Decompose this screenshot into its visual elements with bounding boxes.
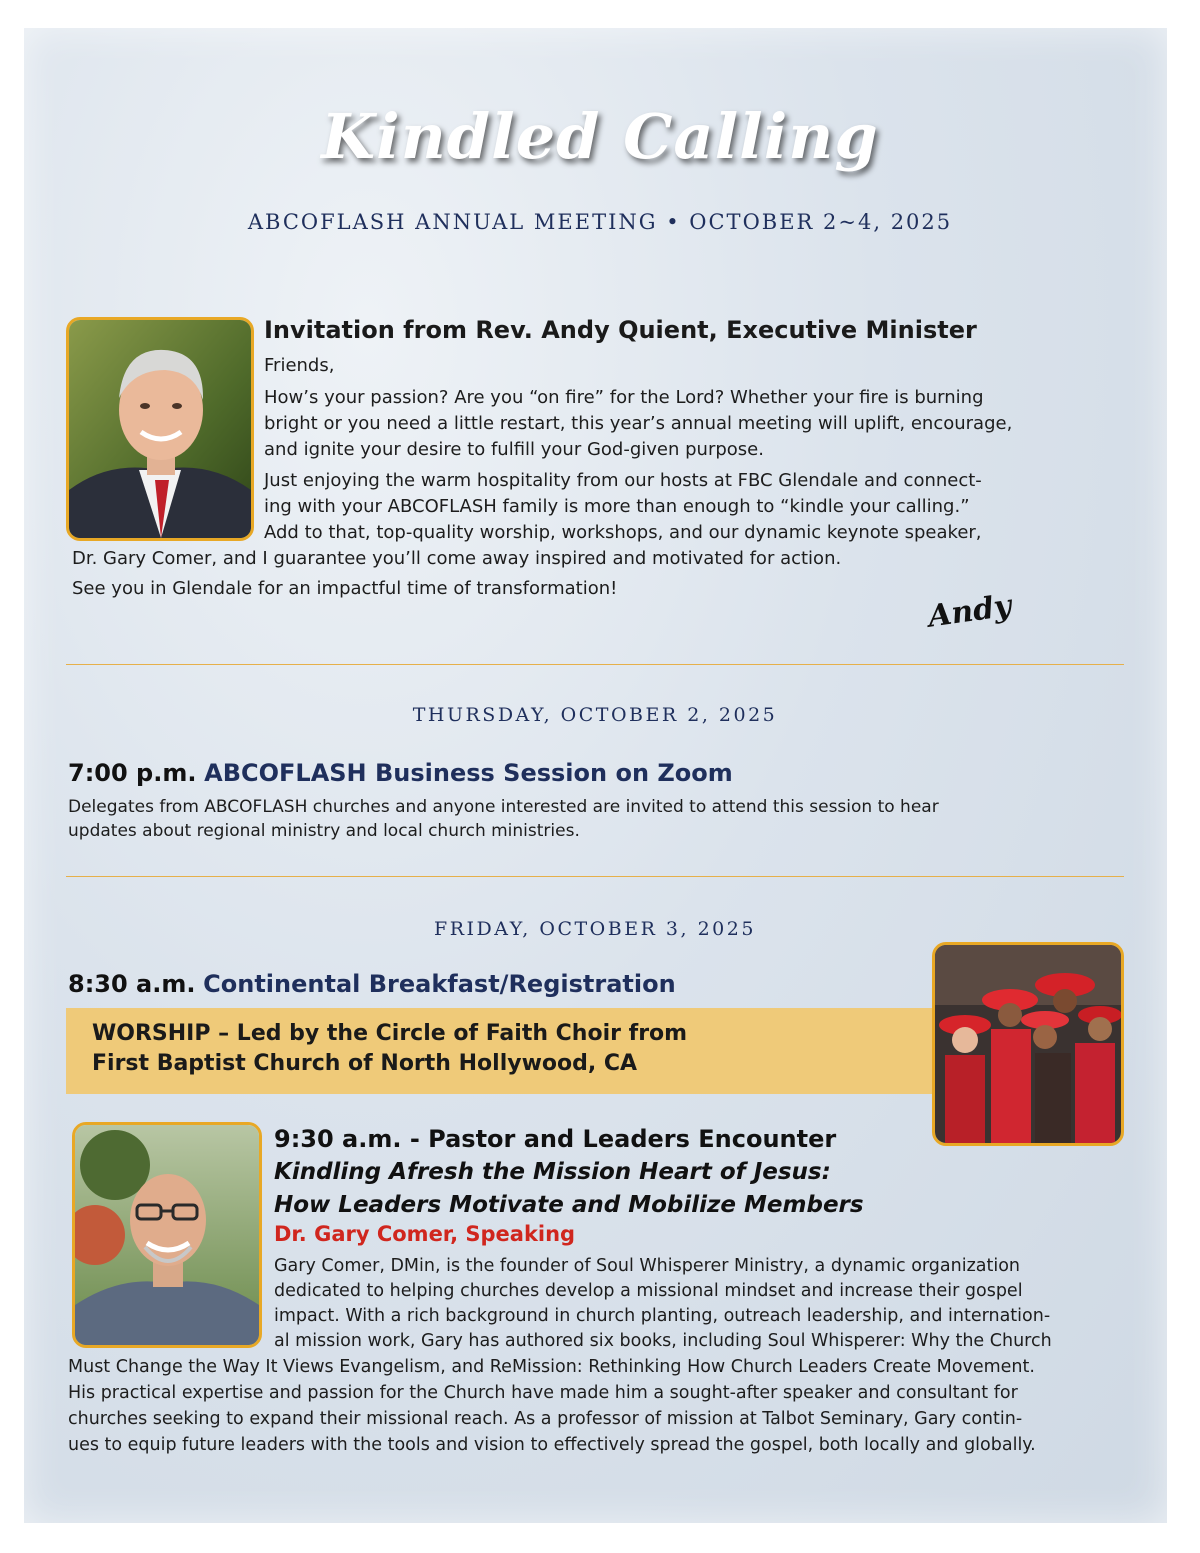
event-title-text: Continental Breakfast/Registration [203, 970, 676, 998]
invitation-greeting: Friends, [264, 355, 335, 376]
text-line: How’s your passion? Are you “on fire” for the Lord? Whether your fire is burning [264, 387, 984, 408]
andy-signature: Andy [925, 588, 1014, 635]
encounter-heading: 9:30 a.m. - Pastor and Leaders Encounter [274, 1125, 837, 1153]
andy-quient-photo [66, 317, 254, 541]
text-line: churches seeking to expand their missional reach. As a professor of mission at Talbot Seminary, Gary contin- [68, 1409, 1023, 1429]
bio-paragraph-bottom [68, 1354, 1138, 1458]
invitation-paragraph-2-end: Dr. Gary Comer, and I guarantee you’ll come away inspired and motivated for action. [72, 548, 842, 569]
text-line: Gary Comer, DMin, is the founder of Soul Whisperer Ministry, a dynamic organization [274, 1256, 1021, 1276]
invitation-heading: Invitation from Rev. Andy Quient, Executive Minister [264, 316, 977, 344]
invitation-paragraph-2 [264, 468, 1124, 546]
bio-paragraph-top [274, 1254, 1122, 1354]
text-line: al mission work, Gary has authored six books, including Soul Whisperer: Why the Church [274, 1331, 1052, 1351]
breakfast-event-heading [68, 970, 676, 998]
event-title-text: ABCOFLASH Business Session on Zoom [204, 759, 733, 787]
invitation-paragraph-1 [264, 385, 1124, 463]
text-line: First Baptist Church of North Hollywood, CA [92, 1051, 638, 1076]
text-line: impact. With a rich background in church planting, outreach leadership, and internation- [274, 1306, 1051, 1326]
text-line: Must Change the Way It Views Evangelism, and ReMission: Rethinking How Church Leaders Create Movement. [68, 1357, 1035, 1377]
text-line: Delegates from ABCOFLASH churches and anyone interested are invited to attend this session to hear [68, 797, 939, 817]
gary-comer-photo [72, 1122, 262, 1348]
thursday-event-heading [68, 759, 733, 787]
event-subtitle: ABCOFLASH ANNUAL MEETING • OCTOBER 2~4, 2025 [247, 210, 953, 234]
text-line: dedicated to helping churches develop a missional mindset and increase their gospel [274, 1281, 1023, 1301]
text-line: bright or you need a little restart, this year’s annual meeting will uplift, encourage, [264, 413, 1013, 434]
text-line: ing with your ABCOFLASH family is more than enough to “kindle your calling.” [264, 496, 970, 517]
event-time: 8:30 a.m. [68, 970, 196, 998]
worship-text [92, 1019, 687, 1079]
text-line: WORSHIP – Led by the Circle of Faith Choir from [92, 1021, 688, 1046]
encounter-subtitle-2: How Leaders Motivate and Mobilize Members [274, 1192, 864, 1218]
text-line: ues to equip future leaders with the tools and vision to effectively spread the gospel, both locally and globally. [68, 1435, 1036, 1455]
event-title: Kindled Calling [321, 100, 879, 173]
text-line: Just enjoying the warm hospitality from our hosts at FBC Glendale and connect- [264, 470, 982, 491]
speaker-name: Dr. Gary Comer, Speaking [274, 1222, 576, 1246]
text-line: and ignite your desire to fulfill your God-given purpose. [264, 439, 764, 460]
thursday-description [68, 795, 1124, 843]
event-time: 7:00 p.m. [68, 759, 197, 787]
choir-photo [932, 942, 1124, 1146]
divider-2 [66, 876, 1124, 877]
encounter-subtitle-1: Kindling Afresh the Mission Heart of Jesus: [274, 1159, 831, 1185]
text-line: His practical expertise and passion for the Church have made him a sought-after speaker and consultant for [68, 1383, 1018, 1403]
thursday-date-heading: THURSDAY, OCTOBER 2, 2025 [412, 704, 778, 726]
friday-date-heading: FRIDAY, OCTOBER 3, 2025 [434, 918, 756, 940]
divider-1 [66, 664, 1124, 665]
text-line: Add to that, top-quality worship, workshops, and our dynamic keynote speaker, [264, 522, 982, 543]
text-line: updates about regional ministry and local church ministries. [68, 821, 580, 841]
invitation-closing: See you in Glendale for an impactful time of transformation! [72, 578, 618, 599]
